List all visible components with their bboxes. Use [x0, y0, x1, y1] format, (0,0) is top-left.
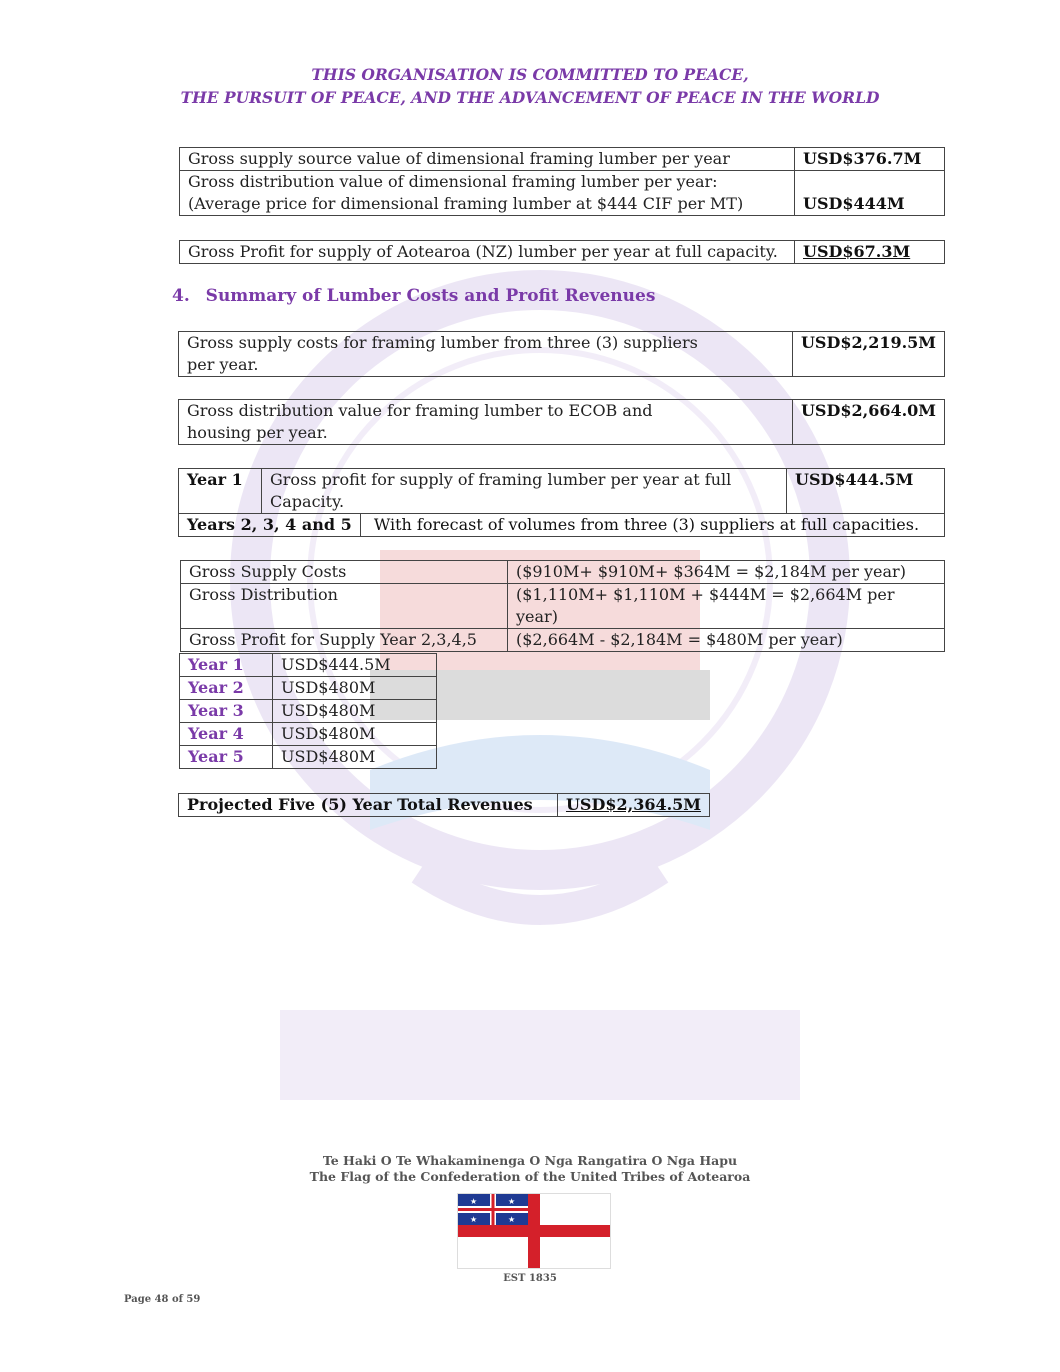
projected-total-label: Projected Five (5) Year Total Revenues [179, 794, 558, 817]
years-2-5-label: Years 2, 3, 4 and 5 [179, 514, 361, 536]
nz-gross-profit-table [179, 240, 945, 264]
revenue-year: Year 1 [180, 654, 273, 677]
table-row [180, 746, 437, 769]
lumber-value-table [179, 147, 945, 216]
svg-text:★: ★ [470, 1197, 478, 1206]
table-row [180, 700, 437, 723]
est-year: EST 1835 [503, 1273, 557, 1284]
revenue-year: Year 3 [180, 700, 273, 723]
supply-costs-table [178, 331, 945, 377]
revenue-value: USD$480M [273, 746, 437, 769]
years-2-5-text: With forecast of volumes from three (3) suppliers at full capacities. [373, 515, 920, 534]
united-tribes-flag-icon [457, 1193, 611, 1269]
revenue-value: USD$444.5M [273, 654, 437, 677]
calc-value: ($910M+ $910M+ $364M = $2,184M per year) [508, 561, 945, 584]
svg-text:★: ★ [470, 1215, 478, 1224]
organisation-header [0, 63, 1060, 109]
gross-profit-years-table [178, 468, 945, 537]
revenue-year: Year 5 [180, 746, 273, 769]
table-row [179, 332, 945, 377]
year-1-text: Gross profit for supply of framing lumber per year at full Capacity. [262, 469, 787, 514]
table-row [181, 629, 945, 652]
table-row [179, 469, 945, 514]
header-line-2: THE PURSUIT OF PEACE, AND THE ADVANCEMENT OF PEACE IN THE WORLD [180, 88, 880, 107]
distribution-label-line-b: (Average price for dimensional framing lumber at $444 CIF per MT) [188, 194, 744, 213]
distribution-ecob-label: Gross distribution value for framing lumber to ECOB and housing per year. [179, 400, 793, 445]
table-row [180, 723, 437, 746]
section-heading [172, 286, 655, 306]
nz-gross-profit-value: USD$67.3M [795, 241, 945, 264]
table-row [179, 514, 945, 537]
calculation-table [180, 560, 945, 652]
supply-source-value: USD$376.7M [795, 148, 945, 171]
table-row [180, 241, 945, 264]
yearly-revenue-table [179, 653, 437, 769]
distribution-label-line-a: Gross distribution value of dimensional framing lumber per year: [188, 172, 718, 191]
calc-value: ($1,110M+ $1,110M + $444M = $2,664M per year) [508, 584, 945, 629]
year-1-value: USD$444.5M [787, 469, 945, 514]
supply-costs-label: Gross supply costs for framing lumber from three (3) suppliers per year. [179, 332, 793, 377]
table-row [180, 171, 945, 216]
calc-label: Gross Profit for Supply Year 2,3,4,5 [181, 629, 508, 652]
supply-source-label: Gross supply source value of dimensional framing lumber per year [180, 148, 795, 171]
table-row [180, 148, 945, 171]
svg-text:★: ★ [508, 1215, 516, 1224]
header-line-1: THIS ORGANISATION IS COMMITTED TO PEACE, [311, 65, 749, 84]
distribution-ecob-value: USD$2,664.0M [792, 400, 944, 445]
calc-label: Gross Supply Costs [181, 561, 508, 584]
projected-total-value: USD$2,364.5M [557, 794, 709, 817]
page-number: Page 48 of 59 [124, 1294, 201, 1305]
year-1-label: Year 1 [179, 469, 262, 514]
distribution-value-table [178, 399, 945, 445]
years-2-5-row [179, 514, 945, 537]
table-row [179, 794, 710, 817]
calc-label: Gross Distribution [181, 584, 508, 629]
distribution-value: USD$444M [795, 171, 945, 216]
nz-gross-profit-label: Gross Profit for supply of Aotearoa (NZ) lumber per year at full capacity. [180, 241, 795, 264]
footer-maori-title: Te Haki O Te Whakaminenga O Nga Rangatira O Nga Hapu [322, 1153, 738, 1168]
table-row [181, 561, 945, 584]
footer-english-title: The Flag of the Confederation of the United Tribes of Aotearoa [309, 1169, 751, 1184]
calc-value: ($2,664M - $2,184M = $480M per year) [508, 629, 945, 652]
revenue-value: USD$480M [273, 723, 437, 746]
svg-text:★: ★ [508, 1197, 516, 1206]
section-title: Summary of Lumber Costs and Profit Revenues [205, 286, 656, 306]
revenue-year: Year 2 [180, 677, 273, 700]
table-row [181, 584, 945, 629]
revenue-value: USD$480M [273, 700, 437, 723]
revenue-value: USD$480M [273, 677, 437, 700]
supply-costs-value: USD$2,219.5M [792, 332, 944, 377]
revenue-year: Year 4 [180, 723, 273, 746]
table-row [179, 400, 945, 445]
projected-total-table [178, 793, 710, 817]
section-number: 4. [172, 286, 190, 306]
table-row [180, 654, 437, 677]
table-row [180, 677, 437, 700]
distribution-value-label [180, 171, 795, 216]
